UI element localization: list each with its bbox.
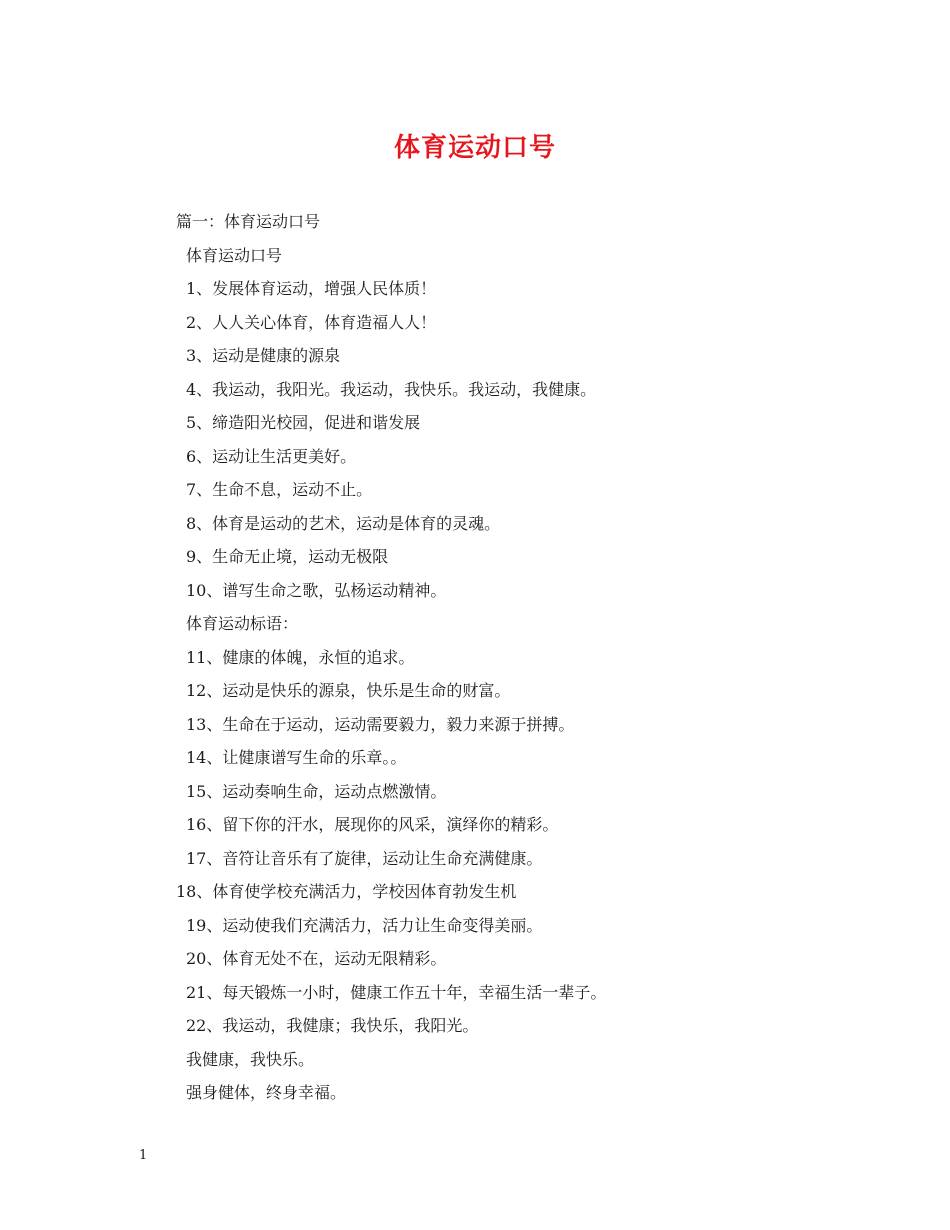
slogan-line: 15、运动奏响生命，运动点燃激情。 <box>186 781 447 801</box>
document-body <box>176 205 796 1110</box>
slogan-line: 1、发展体育运动，增强人民体质！ <box>186 279 437 298</box>
slogan-line: 强身健体，终身幸福。 <box>186 1083 347 1102</box>
slogan-line: 我健康，我快乐。 <box>186 1049 315 1069</box>
slogan-line: 21、每天锻炼一小时，健康工作五十年，幸福生活一辈子。 <box>186 982 607 1002</box>
page-title: 体育运动口号 <box>393 133 556 163</box>
slogan-line: 22、我运动，我健康；我快乐，我阳光。 <box>186 1016 479 1035</box>
slogan-line: 8、体育是运动的艺术，运动是体育的灵魂。 <box>186 513 501 533</box>
slogan-line: 16、留下你的汗水，展现你的风采，演绎你的精彩。 <box>186 815 559 834</box>
page-number: 1 <box>139 1148 148 1163</box>
slogan-line: 11、健康的体魄，永恒的追求。 <box>186 647 415 667</box>
slogan-line: 18、体育使学校充满活力，学校因体育勃发生机 <box>176 882 517 901</box>
slogan-line: 3、运动是健康的源泉 <box>186 346 341 365</box>
section-heading: 篇一：体育运动口号 <box>176 212 321 231</box>
slogan-line: 7、生命不息，运动不止。 <box>186 480 373 499</box>
slogan-line: 2、人人关心体育，体育造福人人！ <box>186 312 437 332</box>
slogan-line: 4、我运动，我阳光。我运动，我快乐。我运动，我健康。 <box>186 379 597 399</box>
slogan-line: 5、缔造阳光校园，促进和谐发展 <box>186 413 421 432</box>
slogan-line: 17、音符让音乐有了旋律，运动让生命充满健康。 <box>186 848 543 868</box>
subheading: 体育运动口号 <box>186 245 283 265</box>
slogan-line: 6、运动让生活更美好。 <box>186 446 357 466</box>
slogan-line: 14、让健康谱写生命的乐章。。 <box>186 748 407 767</box>
slogan-line: 9、生命无止境，运动无极限 <box>186 547 389 566</box>
subheading: 体育运动标语： <box>186 614 299 633</box>
slogan-line: 12、运动是快乐的源泉，快乐是生命的财富。 <box>186 681 511 700</box>
slogan-line: 13、生命在于运动，运动需要毅力，毅力来源于拼搏。 <box>186 714 575 734</box>
slogan-line: 10、谱写生命之歌，弘杨运动精神。 <box>186 580 447 600</box>
slogan-line: 19、运动使我们充满活力，活力让生命变得美丽。 <box>186 915 543 935</box>
slogan-line: 20、体育无处不在，运动无限精彩。 <box>186 949 447 968</box>
